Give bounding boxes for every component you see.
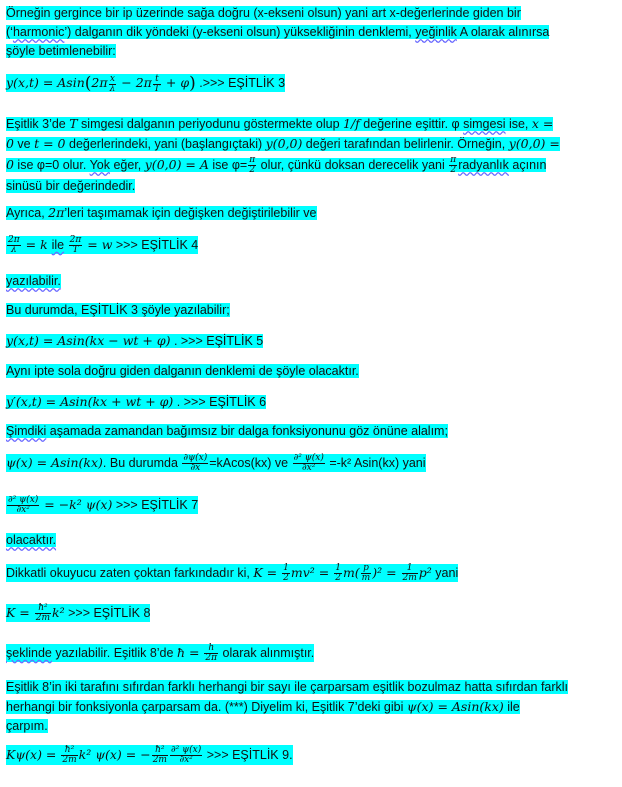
paragraph-period: Eşitlik 3’de T simgesi dalganın periyodunu göstermekte olup 1/f değerine eşittir. φ simgesi ise, x = 0 ve t = 0 değerlerindeki, yani (başlangıçtaki) y(0,0) değeri tarafından belirlenir. Örneğin, y(0,0) = 0 ise φ=0 olur. Yok eğer, y(0,0) = A ise φ= $\frac{\pi}{2}$ olur, çünkü doksan derecelik yani $\frac{\pi}{2}$ radyanlık açının sinüsü bir değerindedir. xyxy=(6,116,560,193)
equation-5: y(x,t) = Asin(kx − wt + φ) . >>> EŞİTLİK 5 xyxy=(6,333,264,348)
equation-8: K = $\frac{\text{ħ²}}{2m}$ k² >>> EŞİTLİK 8 xyxy=(6,603,151,623)
text-olacaktir: olacaktır. xyxy=(6,533,57,547)
text-sola-dogru: Aynı ipte sola doğru giden dalganın denklemi de şöyle olacaktır. xyxy=(6,364,359,378)
equation-3: y(x,t) = Asin(2π $\frac{x}{\lambda}$ − 2π $\frac{t}{T}$ + φ) .>>> EŞİTLİK 3 xyxy=(6,73,286,94)
equation-7: $\frac{\text{∂² ψ(x)}}{\text{∂x²}}$ = −k² ψ(x) >>> EŞİTLİK 7 xyxy=(8,495,199,515)
paragraph-intro: Örneğin gergince bir ip üzerinde sağa doğru (x-ekseni olsun) yani art x-değerlerinde giden bir (‘harmonic’) dalganın dik yöndeki (y-ekseni olsun) yüksekliğinin denklemi, yeğinlik A olarak alınırsa şöyle betimlenebilir: xyxy=(6,6,550,58)
text-simdiki: Şimdiki aşamada zamandan bağımsız bir dalga fonksiyonunu göz önüne alalım; xyxy=(6,424,448,438)
text-bu-durumda: Bu durumda, EŞİTLİK 3 şöyle yazılabilir; xyxy=(6,303,230,317)
paragraph-hbar: şeklinde yazılabilir. Eşitlik 8’de ħ = $\frac{h}{2\pi}$ olarak alınmıştır. xyxy=(6,643,315,663)
paragraph-psi: ψ(x) = Asin(kx). Bu durumda $\frac{\partial\psi(x)}{\partial x}$ =kAcos(kx) ve $\frac{\text{∂² ψ(x)}}{\text{∂x²}}$ =-k² Asin(kx) yani xyxy=(6,453,426,473)
text-yazilabilir: yazılabilir. xyxy=(6,274,61,288)
paragraph-kinetic: Dikkatli okuyucu zaten çoktan farkındadır ki, K = $\frac{1}{2}$ mv² = $\frac{1}{2}$ m( $\frac{p}{m}$ )² = $\frac{1}{2m}$ p² yani xyxy=(6,563,459,583)
equation-9: Kψ(x) = $\frac{\text{ħ²}}{2m}$ k² ψ(x) = − $\frac{\text{ħ²}}{2m}$ $\frac{\text{∂² ψ(x)}}{\text{∂x²}}$ >>> EŞİTLİK 9. xyxy=(6,745,293,765)
equation-4: $\frac{2\pi}{\lambda}$ = k ile $\frac{2\pi}{T}$ = w >>> EŞİTLİK 4 xyxy=(8,235,199,255)
paragraph-multiply: Eşitlik 8’in iki tarafını sıfırdan farklı herhangi bir sayı ile çarparsam eşitlik bozulmaz hatta sıfırdan farklı herhangi bir fonksiyonla çarparsam da. (***) Diyelim ki, Eşitlik 7’deki gibi ψ(x) = Asin(kx) ile çarpım. xyxy=(6,680,569,733)
paragraph-substitution: Ayrıca, 2π’leri taşımamak için değişken değiştirilebilir ve xyxy=(6,205,317,220)
equation-6: y′(x,t) = Asin(kx + wt + φ) . >>> EŞİTLİK 6 xyxy=(6,394,267,409)
